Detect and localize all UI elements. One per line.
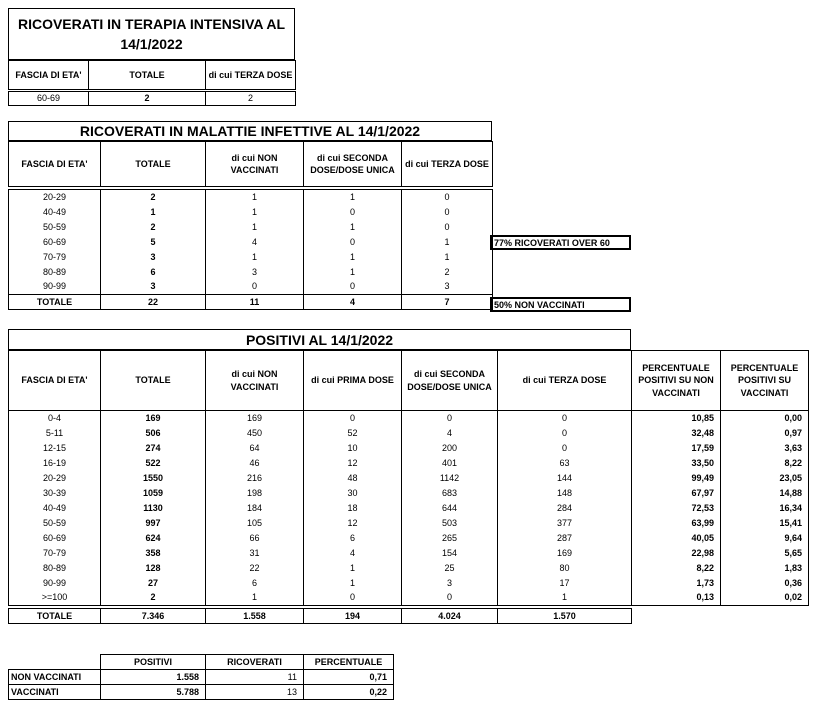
- positivi-cell: 358: [101, 546, 206, 561]
- infettive-cell: 0: [402, 190, 493, 205]
- positivi-cell: 0: [498, 411, 632, 426]
- positivi-cell: 450: [206, 426, 304, 441]
- infettive-total-cell: 22: [101, 295, 206, 310]
- infettive-total-cell: 7: [402, 295, 493, 310]
- infettive-cell: 1: [101, 205, 206, 220]
- positivi-header-age: FASCIA DI ETA': [9, 351, 101, 411]
- infettive-cell: 1: [206, 205, 304, 220]
- positivi-cell: 8,22: [632, 561, 721, 576]
- summary-label-nonvacc: NON VACCINATI: [9, 670, 101, 685]
- infettive-cell: 1: [304, 190, 402, 205]
- positivi-cell: 683: [402, 486, 498, 501]
- summary-header-ricoverati: RICOVERATI: [206, 655, 304, 670]
- positivi-cell: 184: [206, 501, 304, 516]
- infettive-cell: 6: [101, 265, 206, 280]
- positivi-total-cell: 194: [304, 609, 402, 624]
- infettive-cell: 20-29: [9, 190, 101, 205]
- positivi-cell: 10,85: [632, 411, 721, 426]
- positivi-cell: 6: [206, 576, 304, 591]
- positivi-cell: 0,13: [632, 591, 721, 606]
- positivi-cell: 1142: [402, 471, 498, 486]
- icu-header-table: [8, 60, 296, 90]
- icu-title: [8, 8, 295, 60]
- table-row: [9, 516, 809, 531]
- positivi-cell: 99,49: [632, 471, 721, 486]
- infettive-cell: 1: [304, 250, 402, 265]
- infettive-cell: 70-79: [9, 250, 101, 265]
- positivi-header-second: di cui SECONDA DOSE/DOSE UNICA: [402, 351, 498, 411]
- infettive-cell: 80-89: [9, 265, 101, 280]
- icu-title-line1: RICOVERATI IN TERAPIA INTENSIVA AL: [17, 16, 286, 32]
- positivi-cell: 5-11: [9, 426, 101, 441]
- positivi-cell: 200: [402, 441, 498, 456]
- infettive-cell: 0: [304, 205, 402, 220]
- positivi-header-table: [8, 350, 809, 411]
- icu-cell-third: 2: [206, 92, 296, 106]
- positivi-cell: 0: [498, 426, 632, 441]
- positivi-cell: 169: [206, 411, 304, 426]
- infettive-cell: 1: [304, 220, 402, 235]
- infettive-cell: 2: [101, 190, 206, 205]
- infettive-cell: 5: [101, 235, 206, 250]
- infettive-cell: 2: [101, 220, 206, 235]
- positivi-cell: 0,00: [721, 411, 809, 426]
- positivi-cell: 401: [402, 456, 498, 471]
- infettive-title: RICOVERATI IN MALATTIE INFETTIVE AL 14/1/2022: [8, 121, 492, 141]
- positivi-cell: 16-19: [9, 456, 101, 471]
- positivi-cell: 503: [402, 516, 498, 531]
- infettive-header-nonvacc: di cui NON VACCINATI: [206, 142, 304, 187]
- positivi-cell: 644: [402, 501, 498, 516]
- infettive-header-total: TOTALE: [101, 142, 206, 187]
- infettive-data-table: [8, 189, 493, 310]
- icu-title-line2: 14/1/2022: [120, 36, 183, 52]
- infettive-cell: 1: [206, 190, 304, 205]
- table-row: [9, 205, 493, 220]
- icu-header-age: FASCIA DI ETA': [9, 61, 89, 90]
- infettive-cell: 0: [402, 205, 493, 220]
- positivi-title: POSITIVI AL 14/1/2022: [8, 329, 631, 350]
- positivi-total-cell: 4.024: [402, 609, 498, 624]
- positivi-cell: 80-89: [9, 561, 101, 576]
- positivi-header-nonvacc: di cui NON VACCINATI: [206, 351, 304, 411]
- positivi-cell: 90-99: [9, 576, 101, 591]
- positivi-cell: 144: [498, 471, 632, 486]
- positivi-cell: 48: [304, 471, 402, 486]
- infettive-cell: 40-49: [9, 205, 101, 220]
- table-row: [9, 265, 493, 280]
- positivi-cell: 0,02: [721, 591, 809, 606]
- table-row: [9, 92, 296, 106]
- positivi-total-cell: 1.570: [498, 609, 632, 624]
- positivi-cell: 506: [101, 426, 206, 441]
- positivi-cell: 148: [498, 486, 632, 501]
- table-row: [9, 670, 394, 685]
- table-row: [9, 561, 809, 576]
- positivi-header-pct-nonvacc: PERCENTUALE POSITIVI SU NON VACCINATI: [632, 351, 721, 411]
- positivi-cell: 67,97: [632, 486, 721, 501]
- infettive-cell: 0: [206, 280, 304, 295]
- positivi-total-cell: 7.346: [101, 609, 206, 624]
- summary-cell: 13: [206, 685, 304, 700]
- positivi-cell: 18: [304, 501, 402, 516]
- positivi-cell: 12: [304, 456, 402, 471]
- infettive-cell: 3: [101, 280, 206, 295]
- positivi-cell: 64: [206, 441, 304, 456]
- infettive-header-age: FASCIA DI ETA': [9, 142, 101, 187]
- positivi-cell: 1059: [101, 486, 206, 501]
- positivi-cell: 0: [304, 591, 402, 606]
- positivi-cell: 20-29: [9, 471, 101, 486]
- positivi-cell: 4: [304, 546, 402, 561]
- positivi-total-table: [8, 608, 632, 624]
- positivi-cell: 12-15: [9, 441, 101, 456]
- positivi-cell: 1: [304, 561, 402, 576]
- positivi-cell: 169: [498, 546, 632, 561]
- positivi-cell: 0: [402, 591, 498, 606]
- positivi-header-pct-vacc: PERCENTUALE POSITIVI SU VACCINATI: [721, 351, 809, 411]
- positivi-cell: 0,97: [721, 426, 809, 441]
- icu-cell-total: 2: [89, 92, 206, 106]
- positivi-cell: 16,34: [721, 501, 809, 516]
- table-row: [9, 501, 809, 516]
- note-over60: 77% RICOVERATI OVER 60: [490, 235, 631, 250]
- positivi-cell: 154: [402, 546, 498, 561]
- infettive-cell: 50-59: [9, 220, 101, 235]
- positivi-cell: 216: [206, 471, 304, 486]
- positivi-header-third: di cui TERZA DOSE: [498, 351, 632, 411]
- infettive-cell: 1: [402, 235, 493, 250]
- positivi-cell: 624: [101, 531, 206, 546]
- positivi-cell: 265: [402, 531, 498, 546]
- positivi-header-total: TOTALE: [101, 351, 206, 411]
- positivi-cell: 27: [101, 576, 206, 591]
- total-row: [9, 295, 493, 310]
- summary-label-vacc: VACCINATI: [9, 685, 101, 700]
- infettive-header-second: di cui SECONDA DOSE/DOSE UNICA: [304, 142, 402, 187]
- positivi-cell: 72,53: [632, 501, 721, 516]
- positivi-cell: 12: [304, 516, 402, 531]
- positivi-cell: 9,64: [721, 531, 809, 546]
- positivi-cell: 63,99: [632, 516, 721, 531]
- positivi-cell: 1130: [101, 501, 206, 516]
- positivi-cell: 40-49: [9, 501, 101, 516]
- positivi-data-table: [8, 410, 809, 606]
- positivi-cell: 0-4: [9, 411, 101, 426]
- positivi-cell: 22,98: [632, 546, 721, 561]
- infettive-cell: 3: [402, 280, 493, 295]
- positivi-cell: 3,63: [721, 441, 809, 456]
- icu-header-total: TOTALE: [89, 61, 206, 90]
- table-row: [9, 486, 809, 501]
- summary-header-percentuale: PERCENTUALE: [304, 655, 394, 670]
- infettive-cell: 3: [101, 250, 206, 265]
- summary-table: [8, 654, 394, 700]
- positivi-header-first: di cui PRIMA DOSE: [304, 351, 402, 411]
- table-row: [9, 235, 493, 250]
- positivi-cell: 70-79: [9, 546, 101, 561]
- infettive-cell: 1: [206, 250, 304, 265]
- positivi-cell: 377: [498, 516, 632, 531]
- infettive-cell: 1: [304, 265, 402, 280]
- positivi-cell: 1: [206, 591, 304, 606]
- positivi-cell: 6: [304, 531, 402, 546]
- positivi-cell: 30: [304, 486, 402, 501]
- positivi-cell: 1,83: [721, 561, 809, 576]
- positivi-cell: 1: [498, 591, 632, 606]
- positivi-cell: 60-69: [9, 531, 101, 546]
- summary-header-positivi: POSITIVI: [101, 655, 206, 670]
- positivi-cell: 22: [206, 561, 304, 576]
- infettive-cell: 90-99: [9, 280, 101, 295]
- positivi-cell: 3: [402, 576, 498, 591]
- positivi-cell: 522: [101, 456, 206, 471]
- positivi-cell: 23,05: [721, 471, 809, 486]
- positivi-cell: 4: [402, 426, 498, 441]
- infettive-cell: 0: [304, 280, 402, 295]
- infettive-header-table: [8, 141, 493, 187]
- table-row: [9, 426, 809, 441]
- summary-corner: [9, 655, 101, 670]
- positivi-cell: 14,88: [721, 486, 809, 501]
- icu-header-third: di cui TERZA DOSE: [206, 61, 296, 90]
- infettive-cell: 1: [206, 220, 304, 235]
- positivi-cell: 274: [101, 441, 206, 456]
- icu-cell-age: 60-69: [9, 92, 89, 106]
- infettive-header-third: di cui TERZA DOSE: [402, 142, 493, 187]
- positivi-total-cell: TOTALE: [9, 609, 101, 624]
- infettive-cell: 2: [402, 265, 493, 280]
- table-row: [9, 576, 809, 591]
- summary-cell: 1.558: [101, 670, 206, 685]
- table-row: [9, 546, 809, 561]
- icu-data-table: [8, 91, 296, 106]
- infettive-cell: 1: [402, 250, 493, 265]
- infettive-cell: 0: [304, 235, 402, 250]
- positivi-cell: 66: [206, 531, 304, 546]
- summary-cell: 5.788: [101, 685, 206, 700]
- positivi-total-cell: 1.558: [206, 609, 304, 624]
- table-row: [9, 411, 809, 426]
- summary-cell: 0,22: [304, 685, 394, 700]
- positivi-cell: 1,73: [632, 576, 721, 591]
- positivi-cell: 31: [206, 546, 304, 561]
- positivi-cell: 33,50: [632, 456, 721, 471]
- positivi-cell: 25: [402, 561, 498, 576]
- infettive-total-cell: 4: [304, 295, 402, 310]
- summary-cell: 11: [206, 670, 304, 685]
- positivi-cell: 17: [498, 576, 632, 591]
- positivi-cell: 1550: [101, 471, 206, 486]
- table-row: [9, 250, 493, 265]
- table-row: [9, 280, 493, 295]
- positivi-cell: 169: [101, 411, 206, 426]
- table-row: [9, 531, 809, 546]
- note-nonvacc: 50% NON VACCINATI: [490, 297, 631, 312]
- table-row: [9, 190, 493, 205]
- positivi-cell: 0: [304, 411, 402, 426]
- positivi-cell: 128: [101, 561, 206, 576]
- positivi-cell: 50-59: [9, 516, 101, 531]
- positivi-cell: 0: [498, 441, 632, 456]
- positivi-cell: 30-39: [9, 486, 101, 501]
- table-row: [9, 220, 493, 235]
- infettive-cell: 0: [402, 220, 493, 235]
- table-row: [9, 685, 394, 700]
- positivi-cell: 40,05: [632, 531, 721, 546]
- summary-cell: 0,71: [304, 670, 394, 685]
- positivi-cell: 2: [101, 591, 206, 606]
- positivi-cell: 80: [498, 561, 632, 576]
- table-row: [9, 441, 809, 456]
- positivi-cell: 5,65: [721, 546, 809, 561]
- table-row: [9, 471, 809, 486]
- positivi-cell: 32,48: [632, 426, 721, 441]
- infettive-cell: 3: [206, 265, 304, 280]
- table-row: [9, 456, 809, 471]
- positivi-cell: 63: [498, 456, 632, 471]
- positivi-cell: 15,41: [721, 516, 809, 531]
- infettive-total-cell: 11: [206, 295, 304, 310]
- positivi-cell: 1: [304, 576, 402, 591]
- positivi-cell: 0: [402, 411, 498, 426]
- positivi-cell: 46: [206, 456, 304, 471]
- positivi-cell: 287: [498, 531, 632, 546]
- positivi-cell: 52: [304, 426, 402, 441]
- infettive-total-cell: TOTALE: [9, 295, 101, 310]
- positivi-cell: 198: [206, 486, 304, 501]
- positivi-cell: >=100: [9, 591, 101, 606]
- positivi-cell: 17,59: [632, 441, 721, 456]
- positivi-cell: 8,22: [721, 456, 809, 471]
- positivi-cell: 105: [206, 516, 304, 531]
- total-row: [9, 609, 632, 624]
- positivi-cell: 284: [498, 501, 632, 516]
- positivi-cell: 997: [101, 516, 206, 531]
- infettive-cell: 4: [206, 235, 304, 250]
- positivi-cell: 0,36: [721, 576, 809, 591]
- positivi-cell: 10: [304, 441, 402, 456]
- table-row: [9, 591, 809, 606]
- infettive-cell: 60-69: [9, 235, 101, 250]
